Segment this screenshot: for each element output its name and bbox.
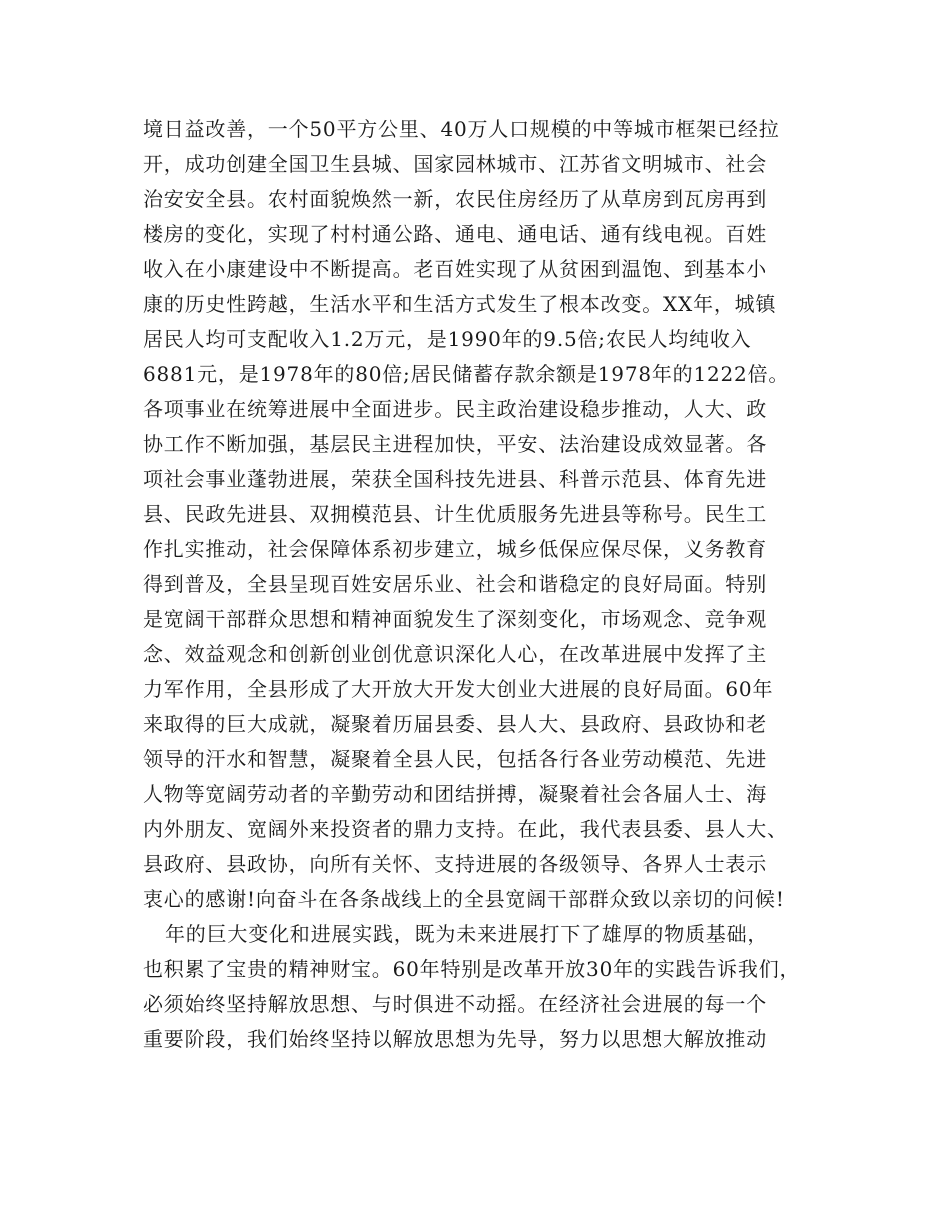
- text-line: 得到普及，全县呈现百姓安居乐业、社会和谐稳定的良好局面。特别: [143, 572, 767, 596]
- text-line: 开，成功创建全国卫生县城、国家园林城市、江苏省文明城市、社会: [143, 152, 767, 176]
- text-line: 必须始终坚持解放思想、与时俱进不动摇。在经济社会进展的每一个: [143, 992, 767, 1016]
- text-line: 收入在小康建设中不断提高。老百姓实现了从贫困到温饱、到基本小: [143, 257, 767, 281]
- text-line: 县、民政先进县、双拥模范县、计生优质服务先进县等称号。民生工: [143, 502, 767, 526]
- text-line: 境日益改善，一个50平方公里、40万人口规模的中等城市框架已经拉: [143, 117, 780, 141]
- text-line: 领导的汗水和智慧，凝聚着全县人民，包括各行各业劳动模范、先进: [143, 747, 767, 771]
- text-line: 协工作不断加强，基层民主进程加快，平安、法治建设成效显著。各: [143, 432, 767, 456]
- body-text: [143, 112, 833, 1057]
- paragraph-first-line: 年的巨大变化和进展实践，既为未来进展打下了雄厚的物质基础，: [165, 922, 769, 946]
- text-line: 楼房的变化，实现了村村通公路、通电、通电话、通有线电视。百姓: [143, 222, 767, 246]
- text-line: 人物等宽阔劳动者的辛勤劳动和团结拼搏，凝聚着社会各届人士、海: [143, 782, 767, 806]
- text-line: 6881元，是1978年的80倍;居民储蓄存款余额是1978年的1222倍。: [143, 362, 790, 386]
- text-line: 作扎实推动，社会保障体系初步建立，城乡低保应保尽保，义务教育: [143, 537, 767, 561]
- text-line: 重要阶段，我们始终坚持以解放思想为先导，努力以思想大解放推动: [143, 1027, 767, 1051]
- text-line: 内外朋友、宽阔外来投资者的鼎力支持。在此，我代表县委、县人大、: [143, 817, 788, 841]
- text-line: 念、效益观念和创新创业创优意识深化人心，在改革进展中发挥了主: [143, 642, 767, 666]
- text-line: 康的历史性跨越，生活水平和生活方式发生了根本改变。XX年，城镇: [143, 292, 777, 316]
- text-line: 是宽阔干部群众思想和精神面貌发生了深刻变化，市场观念、竞争观: [143, 607, 767, 631]
- text-line: 衷心的感谢!向奋斗在各条战线上的全县宽阔干部群众致以亲切的问候!: [143, 887, 785, 911]
- text-line: 县政府、县政协，向所有关怀、支持进展的各级领导、各界人士表示: [143, 852, 767, 876]
- text-line: 来取得的巨大成就，凝聚着历届县委、县人大、县政府、县政协和老: [143, 712, 767, 736]
- text-line: 也积累了宝贵的精神财宝。60年特别是改革开放30年的实践告诉我们，: [143, 957, 801, 981]
- text-line: 各项事业在统筹进展中全面进步。民主政治建设稳步推动，人大、政: [143, 397, 767, 421]
- text-line: 项社会事业蓬勃进展，荣获全国科技先进县、科普示范县、体育先进: [143, 467, 767, 491]
- text-line: 力军作用，全县形成了大开放大开发大创业大进展的良好局面。60年: [143, 677, 774, 701]
- text-line: 治安安全县。农村面貌焕然一新，农民住房经历了从草房到瓦房再到: [143, 187, 767, 211]
- text-line: 居民人均可支配收入1.2万元，是1990年的9.5倍;农民人均纯收入: [143, 327, 752, 351]
